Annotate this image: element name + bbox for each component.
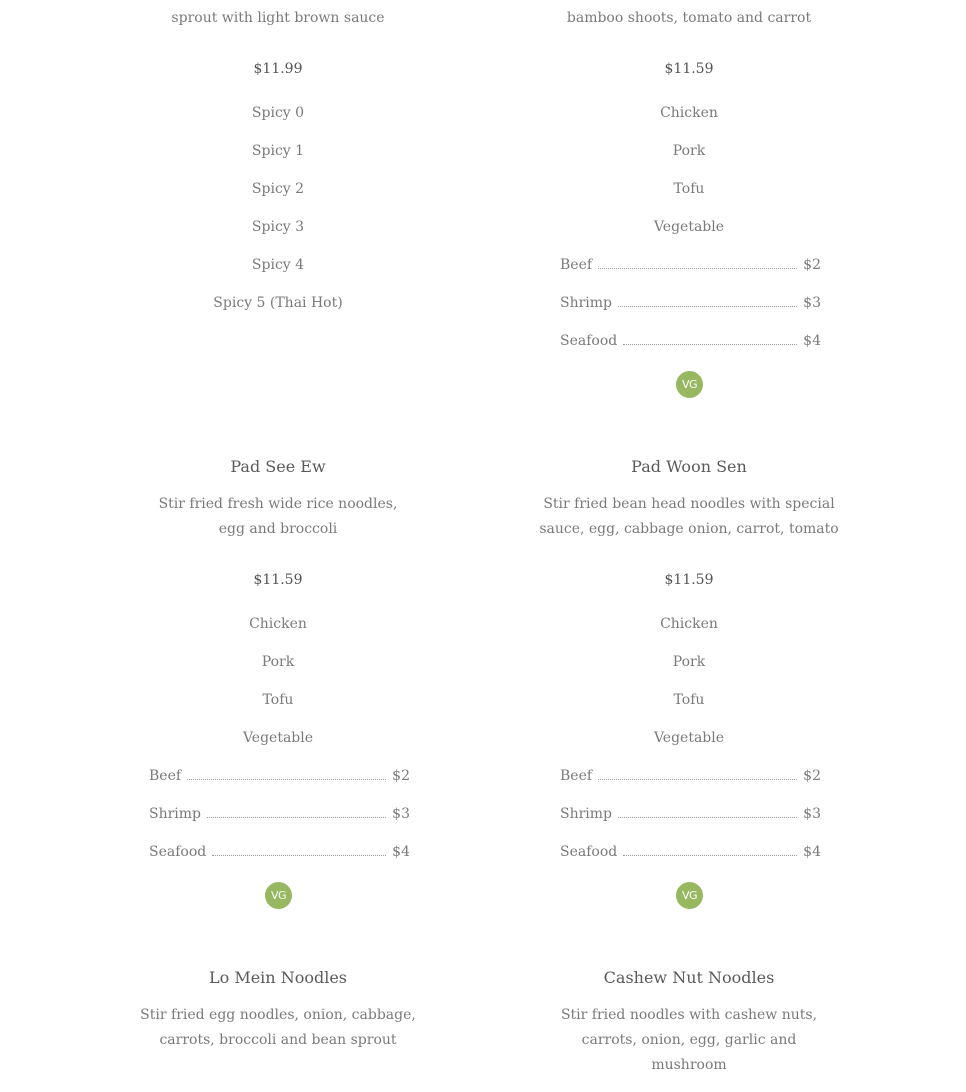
addon-price: $4 [803,844,821,860]
addon-row[interactable] [149,767,410,785]
protein-option[interactable]: Tofu [673,181,705,197]
spice-option[interactable]: Spicy 5 (Thai Hot) [213,295,343,311]
leader-dots [207,817,386,818]
addon-row[interactable] [149,805,410,823]
protein-option[interactable]: Tofu [262,692,294,708]
menu-column-left [128,0,428,1092]
addon-name: Beef [149,768,182,784]
vegan-badge-icon: VG [265,882,292,909]
addon-name: Shrimp [560,806,613,822]
addon-row[interactable] [560,805,821,823]
protein-option[interactable]: Vegetable [653,730,725,746]
leader-dots [187,779,386,780]
item-title-cashew-nut: Cashew Nut Noodles [603,968,775,987]
spice-option[interactable]: Spicy 4 [251,257,305,273]
vegan-badge-icon: VG [676,371,703,398]
menu-column-right [539,0,839,1092]
addon-price: $3 [803,295,821,311]
addon-price: $2 [803,768,821,784]
item-title-lo-mein: Lo Mein Noodles [208,968,347,987]
item-description: Stir fried fresh wide rice noodles, egg and broccoli [158,496,398,537]
addon-row[interactable] [149,843,410,861]
item-price: $11.59 [664,572,714,588]
protein-option[interactable]: Vegetable [242,730,314,746]
addon-row[interactable] [560,332,821,350]
item-title-pad-see-ew: Pad See Ew [230,457,326,476]
addon-price: $3 [392,806,410,822]
protein-option[interactable]: Chicken [660,616,718,632]
item-description: Stir fried bean head noodles with special sauce, egg, cabbage onion, carrot, tomato [539,496,839,537]
addon-name: Seafood [560,333,618,349]
leader-dots [623,855,797,856]
protein-option[interactable]: Vegetable [653,219,725,235]
item-description: bamboo shoots, tomato and carrot [566,10,812,26]
item-price: $11.59 [253,572,303,588]
spice-option[interactable]: Spicy 1 [251,143,305,159]
addon-row[interactable] [560,767,821,785]
item-price: $11.99 [253,61,303,77]
leader-dots [212,855,386,856]
addon-price: $2 [392,768,410,784]
item-description: Stir fried egg noodles, onion, cabbage, carrots, broccoli and bean sprout [140,1007,416,1048]
spice-option[interactable]: Spicy 0 [251,105,305,121]
item-description: sprout with light brown sauce [171,10,385,26]
addon-price: $3 [803,806,821,822]
addon-price: $4 [803,333,821,349]
protein-option[interactable]: Pork [672,654,706,670]
item-title-pad-woon-sen: Pad Woon Sen [631,457,747,476]
addon-name: Shrimp [149,806,202,822]
protein-option[interactable]: Chicken [660,105,718,121]
addon-row[interactable] [560,294,821,312]
item-description: Stir fried noodles with cashew nuts, carrots, onion, egg, garlic and mushroom [560,1007,818,1073]
addon-name: Beef [560,257,593,273]
addon-row[interactable] [560,256,821,274]
leader-dots [598,779,797,780]
protein-option[interactable]: Pork [261,654,295,670]
item-price: $11.59 [664,61,714,77]
leader-dots [623,344,797,345]
addon-price: $4 [392,844,410,860]
addon-name: Beef [560,768,593,784]
addon-name: Seafood [149,844,207,860]
leader-dots [618,306,797,307]
leader-dots [598,268,797,269]
addon-name: Shrimp [560,295,613,311]
vegan-badge-icon: VG [676,882,703,909]
addon-price: $2 [803,257,821,273]
protein-option[interactable]: Tofu [673,692,705,708]
spice-option[interactable]: Spicy 3 [251,219,305,235]
spice-option[interactable]: Spicy 2 [251,181,305,197]
addon-row[interactable] [560,843,821,861]
protein-option[interactable]: Chicken [249,616,307,632]
addon-name: Seafood [560,844,618,860]
leader-dots [618,817,797,818]
protein-option[interactable]: Pork [672,143,706,159]
